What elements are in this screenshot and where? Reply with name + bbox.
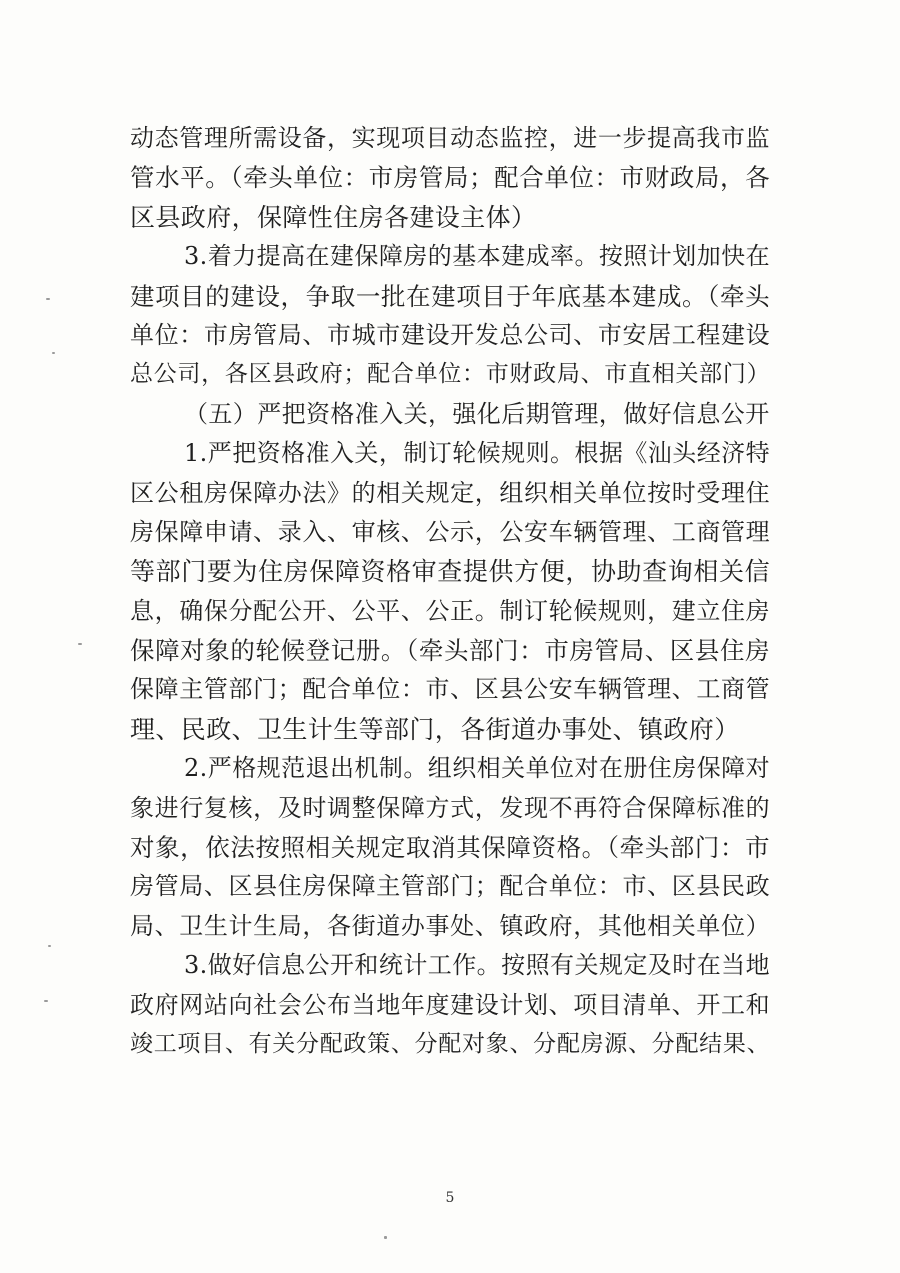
- text-line: 保障主管部门；配合单位：市、区县公安车辆管理、工商管: [130, 675, 770, 704]
- text-line: 动态管理所需设备，实现项目动态监控，进一步提高我市监: [130, 124, 770, 152]
- text-line: 区县政府，保障性住房各建设主体）: [130, 202, 537, 232]
- text-line: 3.做好信息公开和统计工作。按照有关规定及时在当地: [184, 951, 770, 980]
- scan-speck: [384, 1236, 387, 1239]
- body-text: [130, 119, 770, 1064]
- text-line: 总公司，各区县政府；配合单位：市财政局、市直相关部门）: [130, 361, 770, 388]
- scan-speck: [78, 643, 82, 645]
- text-line: 象进行复核，及时调整保障方式，发现不再符合保障标准的: [130, 793, 770, 822]
- text-line: 息，确保分配公开、公平、公正。制订轮候规则，建立住房: [130, 596, 770, 625]
- text-line: 局、卫生计生局，各街道办事处、镇政府，其他相关单位）: [130, 911, 770, 940]
- text-line: 等部门要为住房保障资格审查提供方便，协助查询相关信: [130, 557, 770, 587]
- text-line: 竣工项目、有关分配政策、分配对象、分配房源、分配结果、: [130, 1030, 770, 1057]
- text-line: 房管局、区县住房保障主管部门；配合单位：市、区县民政: [130, 872, 770, 901]
- text-line: 管水平。（牵头单位：市房管局；配合单位：市财政局，各: [130, 163, 770, 193]
- text-line: 理、民政、卫生计生等部门，各街道办事处、镇政府）: [130, 714, 740, 744]
- text-line: 1.严把资格准入关，制订轮候规则。根据《汕头经济特: [184, 439, 770, 468]
- text-line: 房保障申请、录入、审核、公示，公安车辆管理、工商管理: [130, 517, 770, 546]
- scan-speck: [44, 1000, 48, 1002]
- text-line: 保障对象的轮候登记册。（牵头部门：市房管局、区县住房: [130, 636, 770, 666]
- scan-speck: [52, 352, 55, 354]
- text-line: 建项目的建设，争取一批在建项目于年底基本建成。（牵头: [130, 281, 770, 311]
- page-number: 5: [445, 1190, 455, 1206]
- text-line: 单位：市房管局、市城市建设开发总公司、市安居工程建设: [130, 320, 770, 349]
- section-heading: （五）严把资格准入关，强化后期管理，做好信息公开: [184, 399, 770, 428]
- text-line: 政府网站向社会公布当地年度建设计划、项目清单、开工和: [130, 990, 770, 1019]
- text-line: 3.着力提高在建保障房的基本建成率。按照计划加快在: [184, 242, 770, 271]
- text-line: 区公租房保障办法》的相关规定，组织相关单位按时受理住: [130, 478, 770, 507]
- scan-speck: [46, 298, 50, 300]
- scan-speck: [48, 945, 51, 947]
- text-line: 2.严格规范退出机制。组织相关单位对在册住房保障对: [184, 754, 770, 783]
- text-line: 对象，依法按照相关规定取消其保障资格。（牵头部门：市: [130, 833, 770, 863]
